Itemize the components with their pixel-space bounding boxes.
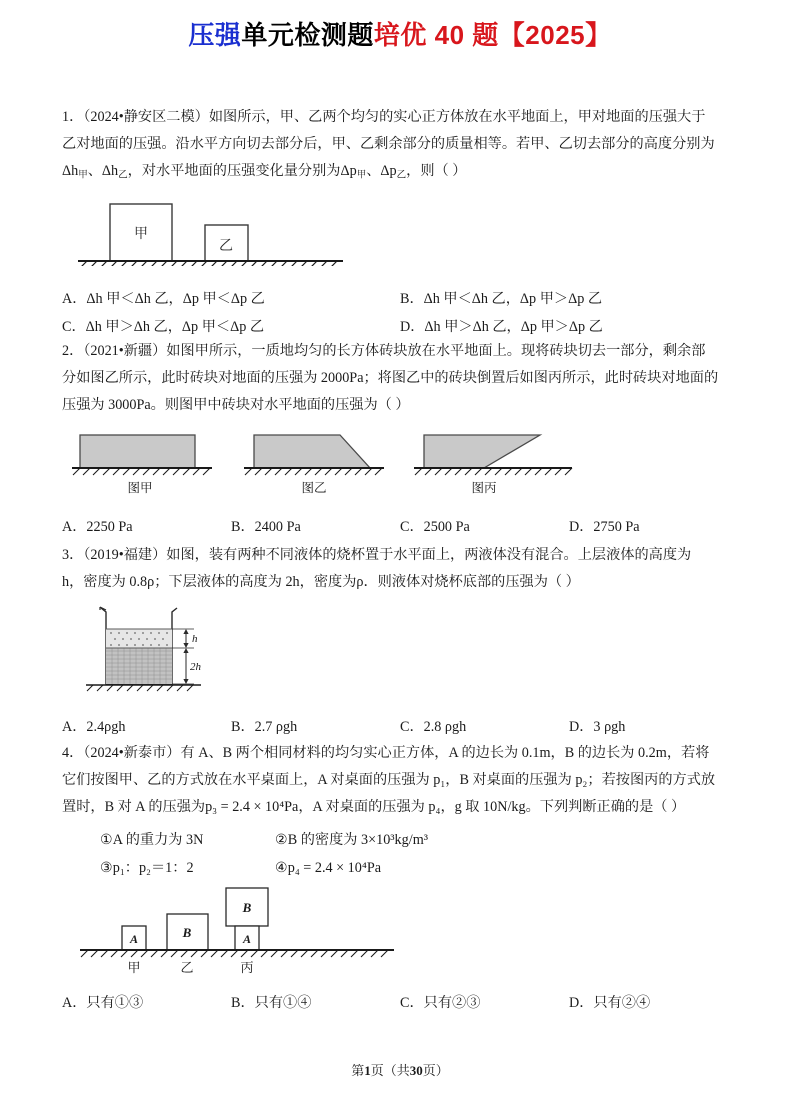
q1-sub-yi-2: 乙 xyxy=(396,170,407,181)
title-part-red: 培优 40 题【2025】 xyxy=(373,20,612,50)
question-3-options-row xyxy=(62,714,738,740)
title-part-blue: 压强 xyxy=(188,20,242,50)
q1-sub-yi-1: 乙 xyxy=(118,170,128,181)
question-3-body-line2: h，密度为 0.8ρ；下层液体的高度为 2h，密度为ρ．则液体对烧杯底部的压强为（ ） xyxy=(62,574,580,590)
question-4-body-line3: 置时，B 对 A 的压强为p₃ = 2.4 × 10⁴Pa，A 对桌面的压强为 p₄，g 取 10N/kg。下列判断正确的是（ ） xyxy=(62,799,686,815)
question-3-option-b[interactable]: B．2.7 ρgh xyxy=(231,719,298,735)
figure-4-block-a-bing: A xyxy=(242,932,252,946)
question-3-option-c[interactable]: C．2.8 ρgh xyxy=(400,719,467,735)
question-3-number: 3． xyxy=(62,547,84,563)
question-4-option-d[interactable]: D．只有②④ xyxy=(569,995,651,1011)
question-2-body-line3: 压强为 3000Pa。则图甲中砖块对水平地面的压强为（ ） xyxy=(62,397,410,413)
question-4-number: 4． xyxy=(62,745,84,761)
page-footer xyxy=(0,1060,800,1079)
question-4-statement-2: ②B 的密度为 3×10³kg/m³ xyxy=(275,832,428,848)
question-2 xyxy=(62,338,738,419)
footer-mid: 页（共 xyxy=(370,1063,410,1078)
question-4-statement-1: ①A 的重力为 3N xyxy=(100,832,204,848)
question-4 xyxy=(62,740,738,821)
question-1-body-line2: 乙对地面的压强。沿水平方向切去部分后，甲、乙剩余部分的质量相等。若甲、乙切去部分的高度分别为 xyxy=(62,136,715,152)
question-4-option-c[interactable]: C．只有②③ xyxy=(400,995,481,1011)
q1-end: ，则（ ） xyxy=(406,163,467,179)
question-4-options-row xyxy=(62,990,738,1016)
q1-mid: ，对水平地面的压强变化量分别为Δp xyxy=(127,163,357,179)
question-3-options xyxy=(62,712,738,740)
question-4-statements xyxy=(100,826,776,882)
question-4-body-line1: 有 A、B 两个相同材料的均匀实心正方体，A 的边长为 0.1m，B 的边长为 0.2m，若将 xyxy=(180,745,710,761)
question-1-options xyxy=(62,284,738,340)
figure-4-label-yi: 乙 xyxy=(180,960,194,975)
q1-dh: Δh xyxy=(62,163,79,179)
question-1 xyxy=(62,104,738,189)
figure-3-label-h: h xyxy=(192,633,198,645)
question-2-option-c[interactable]: C．2500 Pa xyxy=(400,519,470,535)
question-3-text xyxy=(62,542,738,569)
question-2-body-line2: 分如图乙所示，此时砖块对地面的压强为 2000Pa；将图乙中的砖块倒置后如图丙所示，此时砖块对地面的 xyxy=(62,370,719,386)
question-1-option-c[interactable]: C．Δh 甲＞Δh 乙，Δp 甲＜Δp 乙 xyxy=(62,319,265,335)
question-4-source: （2024•新泰市） xyxy=(83,745,181,761)
question-4-statement-4: ④p₄ = 2.4 × 10⁴Pa xyxy=(275,860,382,876)
question-3 xyxy=(62,542,738,596)
figure-4-block-a-jia: A xyxy=(129,932,139,946)
figure-question-2 xyxy=(72,426,592,498)
figure-4-label-jia: 甲 xyxy=(127,960,141,975)
figure-question-1 xyxy=(78,198,348,266)
question-2-option-a[interactable]: A．2250 Pa xyxy=(62,519,133,535)
question-1-body-line3 xyxy=(62,158,738,189)
page-title xyxy=(0,18,800,52)
question-3-source: （2019•福建） xyxy=(83,547,167,563)
question-4-statements-row-2 xyxy=(100,854,776,882)
figure-question-3 xyxy=(86,606,306,698)
svg-text:乙: 乙 xyxy=(219,239,233,254)
footer-page-number: 1 xyxy=(364,1063,371,1078)
question-2-body-line1: 如图甲所示，一质地均匀的长方体砖块放在水平地面上。现将砖块切去一部分，剩余部 xyxy=(166,343,706,359)
footer-suffix: 页） xyxy=(422,1063,449,1078)
document-page xyxy=(0,18,800,1093)
question-1-option-d[interactable]: D．Δh 甲＞Δh 乙，Δp 甲＞Δp 乙 xyxy=(400,319,603,335)
question-2-number: 2． xyxy=(62,343,84,359)
q1-dh2: 、Δh xyxy=(87,163,119,179)
question-4-option-b[interactable]: B．只有①④ xyxy=(231,995,312,1011)
question-2-option-b[interactable]: B．2400 Pa xyxy=(231,519,301,535)
question-2-options-row xyxy=(62,514,738,540)
question-2-options xyxy=(62,512,738,540)
question-1-option-b[interactable]: B．Δh 甲＜Δh 乙，Δp 甲＞Δp 乙 xyxy=(400,291,603,307)
question-4-body-line2: 它们按图甲、乙的方式放在水平桌面上，A 对桌面的压强为 p₁，B 对桌面的压强为 p₂；若按图丙的方式放 xyxy=(62,772,716,788)
question-2-text xyxy=(62,338,738,365)
figure-2-label-bing: 图丙 xyxy=(471,481,497,495)
question-1-body-line1: 如图所示，甲、乙两个均匀的实心正方体放在水平地面上，甲对地面的压强大于 xyxy=(208,109,706,125)
q1-post: 、Δp xyxy=(366,163,397,179)
question-3-option-a[interactable]: A．2.4ρgh xyxy=(62,719,126,735)
figure-4-label-bing: 丙 xyxy=(240,960,254,975)
figure-2-label-jia: 图甲 xyxy=(127,481,153,495)
footer-prefix: 第 xyxy=(351,1063,365,1078)
question-1-number: 1． xyxy=(62,109,84,125)
question-1-options-row-2 xyxy=(62,314,738,340)
svg-text:甲: 甲 xyxy=(134,227,148,242)
question-4-statements-row-1 xyxy=(100,826,776,854)
question-2-source: （2021•新疆） xyxy=(83,343,167,359)
figure-2-label-yi: 图乙 xyxy=(301,481,327,495)
question-1-text xyxy=(62,104,738,131)
question-4-options xyxy=(62,988,738,1016)
footer-total-pages: 30 xyxy=(409,1063,423,1078)
figure-4-block-b-bing: B xyxy=(242,900,252,915)
title-part-black: 单元检测题 xyxy=(241,20,374,50)
question-1-options-row-1 xyxy=(62,286,738,312)
figure-4-block-b-yi: B xyxy=(182,925,192,940)
question-4-text xyxy=(62,740,738,767)
question-1-option-a[interactable]: A．Δh 甲＜Δh 乙，Δp 甲＜Δp 乙 xyxy=(62,291,265,307)
question-3-body-line1: 如图，装有两种不同液体的烧杯置于水平面上，两液体没有混合。上层液体的高度为 xyxy=(166,547,692,563)
q1-sub-jia-1: 甲 xyxy=(78,170,88,181)
question-4-option-a[interactable]: A．只有①③ xyxy=(62,995,144,1011)
figure-question-4 xyxy=(72,884,402,980)
q1-sub-jia-2: 甲 xyxy=(356,170,367,181)
question-4-statement-3: ③p₁：p₂＝1：2 xyxy=(100,860,194,876)
question-3-option-d[interactable]: D．3 ρgh xyxy=(569,719,626,735)
question-2-option-d[interactable]: D．2750 Pa xyxy=(569,519,640,535)
question-1-source: （2024•静安区二模） xyxy=(83,109,209,125)
figure-3-label-2h: 2h xyxy=(190,661,201,673)
